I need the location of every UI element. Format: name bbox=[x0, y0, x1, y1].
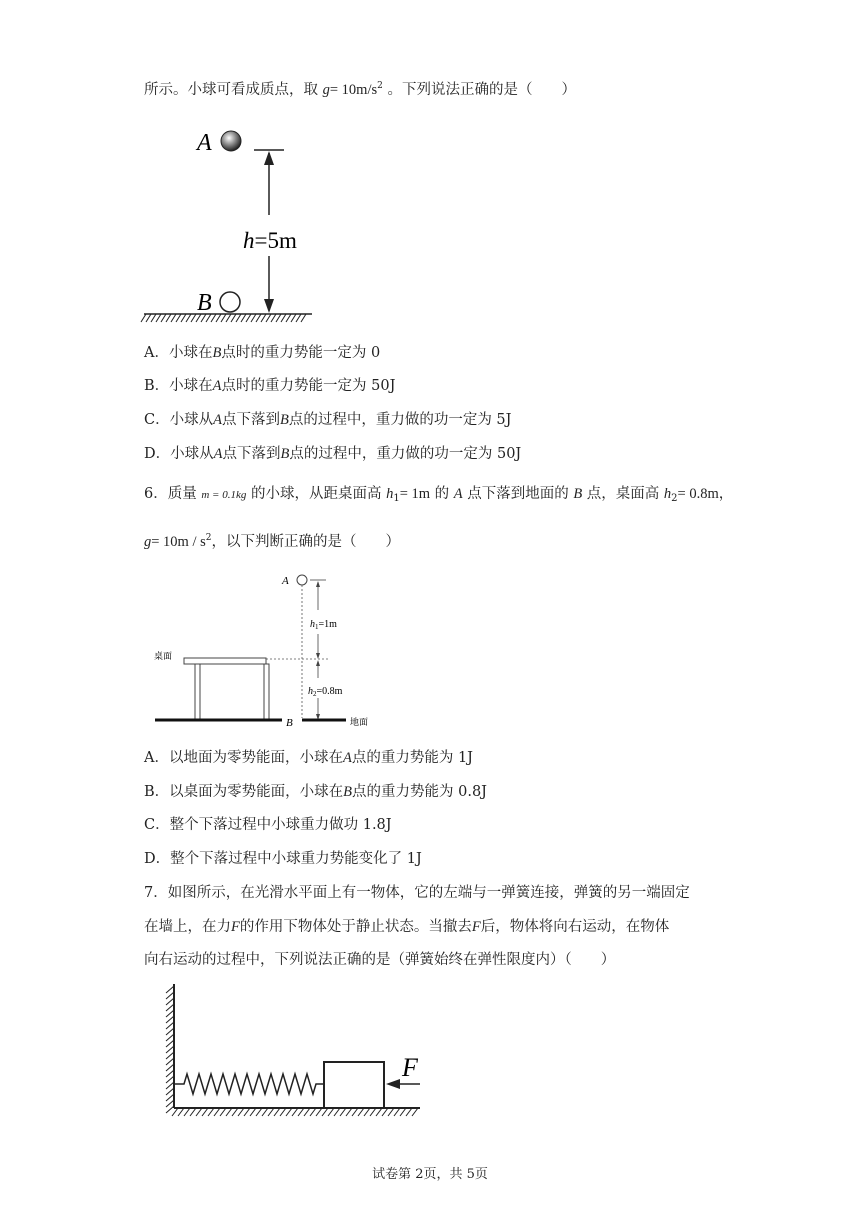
q6-h2-arrow-up-head bbox=[316, 660, 320, 666]
hatch-stroke bbox=[166, 1004, 174, 1011]
q6-desk-label: 桌面 bbox=[154, 652, 173, 662]
hatch-stroke bbox=[202, 1108, 208, 1116]
hatch-stroke bbox=[166, 1064, 174, 1071]
hatch-stroke bbox=[370, 1108, 376, 1116]
hatch-stroke bbox=[316, 1108, 322, 1116]
g-symbol: g bbox=[322, 82, 330, 98]
hatch-stroke bbox=[166, 1040, 174, 1047]
q6-option-c: C．整个下落过程中小球重力做功 1.8J bbox=[144, 817, 392, 833]
hatch-stroke bbox=[178, 1108, 184, 1116]
q6-desk-leg-left bbox=[195, 664, 200, 720]
hatch-stroke bbox=[172, 1108, 178, 1116]
hatch-stroke bbox=[250, 1108, 256, 1116]
q6-option-d: D．整个下落过程中小球重力势能变化了 1J bbox=[144, 851, 422, 867]
hatch-stroke bbox=[214, 1108, 220, 1116]
q6-stem-line1: 6．质量 m = 0.1kg 的小球，从距桌面高 $h_1= 1m$ 的 A 点下落到地面的 B 点，桌面高 $h_2= 0.8m$， bbox=[144, 486, 734, 504]
hatch-stroke bbox=[304, 1108, 310, 1116]
q6-option-a: A．以地面为零势能面，小球在A点的重力势能为 1J bbox=[144, 750, 473, 766]
hatch-stroke bbox=[166, 1106, 174, 1113]
q6-ball bbox=[297, 575, 307, 585]
q7-block bbox=[324, 1062, 384, 1108]
hatch-stroke bbox=[241, 314, 246, 322]
hatch-stroke bbox=[161, 314, 166, 322]
hatch-stroke bbox=[166, 1052, 174, 1059]
hatch-stroke bbox=[251, 314, 256, 322]
hatch-stroke bbox=[166, 1046, 174, 1053]
hatch-stroke bbox=[191, 314, 196, 322]
q7-spring bbox=[174, 1074, 324, 1094]
hatch-stroke bbox=[271, 314, 276, 322]
q7-stem-line2: 在墙上，在力F的作用下物体处于静止状态。当撤去F后，物体将向右运动，在物体 bbox=[144, 919, 670, 935]
hatch-stroke bbox=[286, 314, 291, 322]
q7-force-arrow-head bbox=[386, 1079, 400, 1089]
hatch-stroke bbox=[262, 1108, 268, 1116]
hatch-stroke bbox=[166, 1088, 174, 1095]
q5-arrow-up-head bbox=[264, 151, 274, 165]
hatch-stroke bbox=[226, 1108, 232, 1116]
hatch-stroke bbox=[166, 986, 174, 993]
hatch-stroke bbox=[281, 314, 286, 322]
hatch-stroke bbox=[226, 314, 231, 322]
q6-desk-leg-right bbox=[264, 664, 269, 720]
q5-ground-hatch bbox=[141, 314, 306, 322]
hatch-stroke bbox=[190, 1108, 196, 1116]
hatch-stroke bbox=[280, 1108, 286, 1116]
hatch-stroke bbox=[382, 1108, 388, 1116]
hatch-stroke bbox=[256, 1108, 262, 1116]
hatch-stroke bbox=[186, 314, 191, 322]
hatch-stroke bbox=[346, 1108, 352, 1116]
hatch-stroke bbox=[298, 1108, 304, 1116]
hatch-stroke bbox=[352, 1108, 358, 1116]
hatch-stroke bbox=[261, 314, 266, 322]
hatch-stroke bbox=[166, 1058, 174, 1065]
hatch-stroke bbox=[246, 314, 251, 322]
hatch-stroke bbox=[236, 314, 241, 322]
hatch-stroke bbox=[292, 1108, 298, 1116]
q7-stem-line1: 7．如图所示，在光滑水平面上有一物体，它的左端与一弹簧连接，弹簧的另一端固定 bbox=[144, 885, 690, 901]
hatch-stroke bbox=[184, 1108, 190, 1116]
q6-stem-line2: $g= 10m / s^2$，以下判断正确的是（ ） bbox=[144, 533, 400, 550]
mass-expression: m = 0.1kg bbox=[201, 489, 247, 501]
hatch-stroke bbox=[268, 1108, 274, 1116]
hatch-stroke bbox=[232, 1108, 238, 1116]
hatch-stroke bbox=[394, 1108, 400, 1116]
hatch-stroke bbox=[211, 314, 216, 322]
hatch-stroke bbox=[166, 1034, 174, 1041]
hatch-stroke bbox=[166, 314, 171, 322]
q7-floor-hatch bbox=[172, 1108, 418, 1116]
q6-h1-label: $h_1=1m$ bbox=[310, 619, 337, 631]
q5-arrow-down-head bbox=[264, 299, 274, 313]
hatch-stroke bbox=[146, 314, 151, 322]
hatch-stroke bbox=[231, 314, 236, 322]
q5-height-label: h=5m bbox=[243, 228, 297, 253]
q5-stem: 所示。小球可看成质点，取 $g= 10m/s^2$ 。下列说法正确的是（ ） bbox=[144, 81, 576, 98]
q7-figure bbox=[150, 980, 440, 1120]
q6-desk-top bbox=[184, 658, 266, 664]
hatch-stroke bbox=[196, 1108, 202, 1116]
hatch-stroke bbox=[266, 314, 271, 322]
hatch-stroke bbox=[208, 1108, 214, 1116]
q5-ball-b bbox=[220, 292, 240, 312]
q6-h1-arrow-up-head bbox=[316, 581, 320, 587]
q5-label-a: A bbox=[197, 130, 212, 156]
q6-h1-arrow-down-head bbox=[316, 653, 320, 659]
hatch-stroke bbox=[376, 1108, 382, 1116]
hatch-stroke bbox=[166, 1082, 174, 1089]
q7-wall-hatch bbox=[166, 986, 174, 1113]
hatch-stroke bbox=[358, 1108, 364, 1116]
q5-figure bbox=[140, 120, 330, 325]
q5-label-b: B bbox=[197, 290, 212, 316]
q5-option-d: D．小球从A点下落到B点的过程中，重力做的功一定为 50J bbox=[144, 446, 522, 462]
hatch-stroke bbox=[216, 314, 221, 322]
hatch-stroke bbox=[166, 1070, 174, 1077]
hatch-stroke bbox=[274, 1108, 280, 1116]
hatch-stroke bbox=[406, 1108, 412, 1116]
hatch-stroke bbox=[301, 314, 306, 322]
hatch-stroke bbox=[364, 1108, 370, 1116]
q5-option-a: A．小球在B点时的重力势能一定为 0 bbox=[144, 345, 381, 361]
hatch-stroke bbox=[220, 1108, 226, 1116]
hatch-stroke bbox=[166, 992, 174, 999]
hatch-stroke bbox=[238, 1108, 244, 1116]
q6-figure bbox=[150, 570, 390, 730]
page-footer: 试卷第 2页，共 5页 bbox=[372, 1167, 488, 1182]
q5-option-c: C．小球从A点下落到B点的过程中，重力做的功一定为 5J bbox=[144, 412, 512, 428]
hatch-stroke bbox=[291, 314, 296, 322]
hatch-stroke bbox=[328, 1108, 334, 1116]
q5-option-b: B．小球在A点时的重力势能一定为 50J bbox=[144, 378, 396, 394]
q6-h2-label: $h_2=0.8m$ bbox=[308, 686, 343, 698]
hatch-stroke bbox=[166, 1016, 174, 1023]
hatch-stroke bbox=[166, 1076, 174, 1083]
hatch-stroke bbox=[166, 1010, 174, 1017]
hatch-stroke bbox=[244, 1108, 250, 1116]
hatch-stroke bbox=[166, 1094, 174, 1101]
hatch-stroke bbox=[166, 998, 174, 1005]
hatch-stroke bbox=[310, 1108, 316, 1116]
hatch-stroke bbox=[334, 1108, 340, 1116]
q7-force-label: F bbox=[402, 1053, 418, 1082]
q6-label-b: B bbox=[286, 717, 293, 729]
hatch-stroke bbox=[176, 314, 181, 322]
q5-ball-a bbox=[221, 131, 241, 151]
hatch-stroke bbox=[166, 1022, 174, 1029]
hatch-stroke bbox=[322, 1108, 328, 1116]
hatch-stroke bbox=[151, 314, 156, 322]
hatch-stroke bbox=[166, 1100, 174, 1107]
q6-label-a: A bbox=[282, 575, 289, 587]
hatch-stroke bbox=[156, 314, 161, 322]
q6-option-b: B．以桌面为零势能面，小球在B点的重力势能为 0.8J bbox=[144, 784, 487, 800]
hatch-stroke bbox=[171, 314, 176, 322]
hatch-stroke bbox=[256, 314, 261, 322]
hatch-stroke bbox=[296, 314, 301, 322]
hatch-stroke bbox=[141, 314, 146, 322]
hatch-stroke bbox=[340, 1108, 346, 1116]
hatch-stroke bbox=[412, 1108, 418, 1116]
hatch-stroke bbox=[181, 314, 186, 322]
hatch-stroke bbox=[276, 314, 281, 322]
hatch-stroke bbox=[221, 314, 226, 322]
hatch-stroke bbox=[388, 1108, 394, 1116]
hatch-stroke bbox=[400, 1108, 406, 1116]
q7-stem-line3: 向右运动的过程中，下列说法正确的是（弹簧始终在弹性限度内）（ ） bbox=[144, 952, 616, 968]
q6-ground-label: 地面 bbox=[350, 718, 369, 728]
hatch-stroke bbox=[286, 1108, 292, 1116]
hatch-stroke bbox=[166, 1028, 174, 1035]
